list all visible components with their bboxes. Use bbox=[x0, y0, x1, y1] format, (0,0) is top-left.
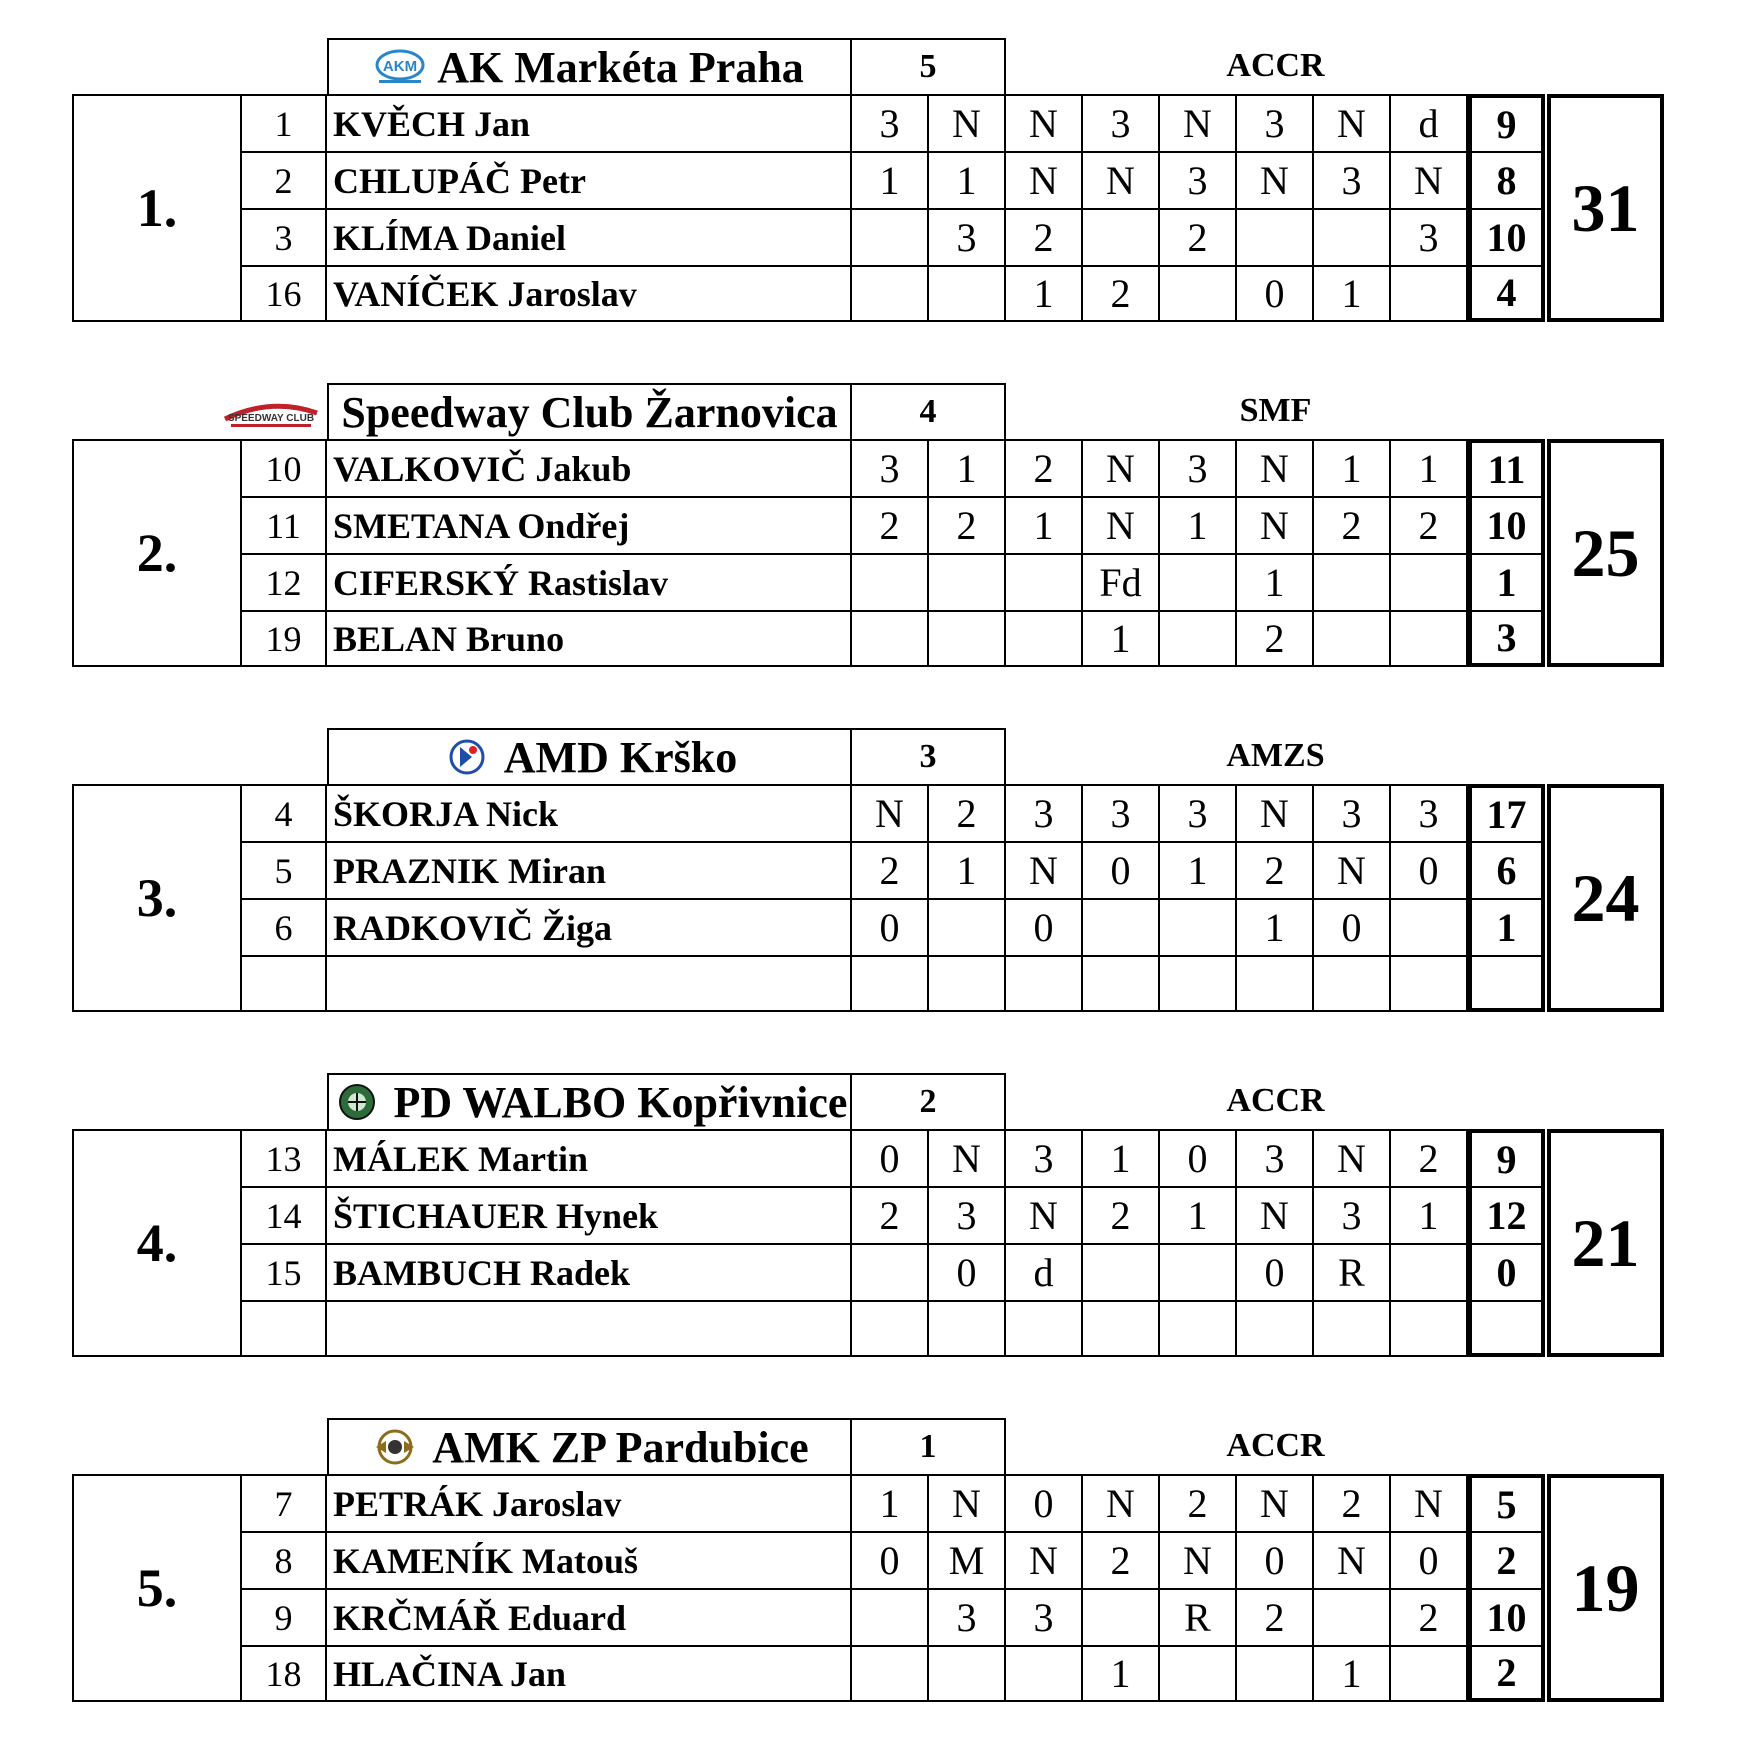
heat-score bbox=[852, 208, 929, 265]
rider-number: 13 bbox=[242, 1129, 327, 1186]
team-seed: 1 bbox=[852, 1418, 1006, 1474]
rider-total bbox=[1468, 1300, 1545, 1357]
rider-number: 15 bbox=[242, 1243, 327, 1300]
team-total: 19 bbox=[1547, 1474, 1664, 1702]
rider-name: KVĚCH Jan bbox=[327, 94, 852, 151]
team-name bbox=[327, 1418, 852, 1474]
heat-score: N bbox=[1006, 151, 1083, 208]
rider-number: 12 bbox=[242, 553, 327, 610]
heat-score bbox=[1237, 1300, 1314, 1357]
team-seed: 5 bbox=[852, 38, 1006, 94]
heat-score bbox=[1314, 1588, 1391, 1645]
heat-score: 1 bbox=[929, 151, 1006, 208]
heat-score bbox=[852, 1243, 929, 1300]
heat-score: 3 bbox=[1006, 784, 1083, 841]
heat-score: 0 bbox=[1237, 265, 1314, 322]
heat-score: N bbox=[1160, 94, 1237, 151]
akm-logo bbox=[375, 47, 425, 87]
heat-score: 1 bbox=[1391, 1186, 1468, 1243]
rider-total bbox=[1468, 955, 1545, 1012]
heat-score bbox=[929, 553, 1006, 610]
heat-score: 3 bbox=[1391, 208, 1468, 265]
rider-total: 11 bbox=[1468, 439, 1545, 496]
heat-score bbox=[929, 898, 1006, 955]
heat-score: N bbox=[1237, 439, 1314, 496]
heat-score bbox=[852, 610, 929, 667]
team-federation: AMZS bbox=[1226, 737, 1325, 774]
heat-score: 0 bbox=[1006, 898, 1083, 955]
heat-score bbox=[1160, 955, 1237, 1012]
heat-score: 2 bbox=[929, 784, 1006, 841]
heat-score: 1 bbox=[1083, 1129, 1160, 1186]
place-label: 4. bbox=[72, 1129, 242, 1357]
heat-score: 1 bbox=[1314, 439, 1391, 496]
heat-score: N bbox=[929, 1129, 1006, 1186]
heat-score: N bbox=[1083, 151, 1160, 208]
rider-total: 4 bbox=[1468, 265, 1545, 322]
heat-score bbox=[929, 955, 1006, 1012]
heat-score bbox=[1083, 1300, 1160, 1357]
heat-score bbox=[1006, 610, 1083, 667]
svg-text:SPEEDWAY CLUB: SPEEDWAY CLUB bbox=[227, 413, 315, 424]
heat-score: 0 bbox=[1160, 1129, 1237, 1186]
speedway-club-logo bbox=[222, 391, 321, 431]
rider-number: 4 bbox=[242, 784, 327, 841]
team-seed: 4 bbox=[852, 383, 1006, 439]
heat-score: 1 bbox=[1083, 610, 1160, 667]
heat-score bbox=[852, 1588, 929, 1645]
heat-score: N bbox=[1006, 841, 1083, 898]
team-name-text: PD WALBO Kopřivnice bbox=[393, 1077, 848, 1127]
place-label: 1. bbox=[72, 94, 242, 322]
heat-score: 0 bbox=[1006, 1474, 1083, 1531]
heat-score: N bbox=[1237, 1474, 1314, 1531]
heat-score bbox=[852, 1645, 929, 1702]
team-logo-outer bbox=[222, 391, 332, 431]
rider-total: 10 bbox=[1468, 1588, 1545, 1645]
heat-score: N bbox=[852, 784, 929, 841]
heat-score: 1 bbox=[1006, 265, 1083, 322]
heat-score: 1 bbox=[1391, 439, 1468, 496]
place-label: 3. bbox=[72, 784, 242, 1012]
heat-score: 2 bbox=[1160, 208, 1237, 265]
team-seed: 2 bbox=[852, 1073, 1006, 1129]
heat-score bbox=[1314, 1300, 1391, 1357]
heat-score bbox=[1160, 1645, 1237, 1702]
heat-score bbox=[1006, 955, 1083, 1012]
heat-score: 2 bbox=[1391, 1129, 1468, 1186]
rider-number: 8 bbox=[242, 1531, 327, 1588]
heat-score bbox=[1083, 1588, 1160, 1645]
heat-score bbox=[1160, 553, 1237, 610]
heat-score bbox=[1314, 553, 1391, 610]
heat-score bbox=[1391, 898, 1468, 955]
rider-name bbox=[327, 1300, 852, 1357]
rider-number: 14 bbox=[242, 1186, 327, 1243]
rider-total: 8 bbox=[1468, 151, 1545, 208]
heat-score: 2 bbox=[1160, 1474, 1237, 1531]
rider-name: KAMENÍK Matouš bbox=[327, 1531, 852, 1588]
team-name-text: Speedway Club Žarnovica bbox=[341, 387, 838, 437]
heat-score: N bbox=[1237, 496, 1314, 553]
rider-name: CHLUPÁČ Petr bbox=[327, 151, 852, 208]
heat-score: 3 bbox=[929, 1186, 1006, 1243]
heat-score bbox=[1083, 898, 1160, 955]
heat-score bbox=[1237, 208, 1314, 265]
heat-score bbox=[1083, 955, 1160, 1012]
rider-number: 2 bbox=[242, 151, 327, 208]
heat-score: N bbox=[1083, 496, 1160, 553]
heat-score bbox=[1160, 610, 1237, 667]
team-total: 31 bbox=[1547, 94, 1664, 322]
heat-score bbox=[1391, 553, 1468, 610]
heat-score: 1 bbox=[852, 1474, 929, 1531]
heat-score bbox=[1314, 610, 1391, 667]
heat-score: 0 bbox=[1083, 841, 1160, 898]
heat-score: 1 bbox=[1314, 265, 1391, 322]
team-name-text: AMK ZP Pardubice bbox=[432, 1422, 809, 1472]
heat-score bbox=[1083, 208, 1160, 265]
heat-score: Fd bbox=[1083, 553, 1160, 610]
team-name-text: AK Markéta Praha bbox=[437, 42, 804, 92]
heat-score: 2 bbox=[1006, 208, 1083, 265]
rider-total: 5 bbox=[1468, 1474, 1545, 1531]
heat-score: 2 bbox=[929, 496, 1006, 553]
heat-score: 0 bbox=[1237, 1531, 1314, 1588]
heat-score: 1 bbox=[852, 151, 929, 208]
heat-score: 2 bbox=[1083, 1531, 1160, 1588]
heat-score: 3 bbox=[929, 208, 1006, 265]
heat-score bbox=[852, 955, 929, 1012]
rider-total: 10 bbox=[1468, 496, 1545, 553]
heat-score bbox=[1237, 955, 1314, 1012]
heat-score: N bbox=[1006, 94, 1083, 151]
svg-text:AKM: AKM bbox=[383, 58, 418, 75]
heat-score bbox=[1160, 1300, 1237, 1357]
heat-score: N bbox=[1160, 1531, 1237, 1588]
heat-score: N bbox=[1391, 1474, 1468, 1531]
rider-name: KLÍMA Daniel bbox=[327, 208, 852, 265]
rider-name: KRČMÁŘ Eduard bbox=[327, 1588, 852, 1645]
heat-score bbox=[1314, 208, 1391, 265]
heat-score: 2 bbox=[852, 1186, 929, 1243]
rider-number: 1 bbox=[242, 94, 327, 151]
heat-score bbox=[1160, 265, 1237, 322]
rider-number: 7 bbox=[242, 1474, 327, 1531]
rider-name: PETRÁK Jaroslav bbox=[327, 1474, 852, 1531]
rider-number: 18 bbox=[242, 1645, 327, 1702]
heat-score: N bbox=[1237, 1186, 1314, 1243]
rider-total: 10 bbox=[1468, 208, 1545, 265]
heat-score: 0 bbox=[1391, 841, 1468, 898]
heat-score: 0 bbox=[852, 1129, 929, 1186]
heat-score bbox=[852, 553, 929, 610]
amd-krsko-logo bbox=[442, 737, 492, 777]
team-federation: ACCR bbox=[1226, 1427, 1325, 1464]
rider-name: BAMBUCH Radek bbox=[327, 1243, 852, 1300]
rider-total: 2 bbox=[1468, 1531, 1545, 1588]
heat-score: 3 bbox=[1006, 1588, 1083, 1645]
heat-score: 0 bbox=[1237, 1243, 1314, 1300]
rider-number bbox=[242, 955, 327, 1012]
heat-score: 2 bbox=[1006, 439, 1083, 496]
place-label: 2. bbox=[72, 439, 242, 667]
heat-score: 3 bbox=[1160, 439, 1237, 496]
heat-score: 3 bbox=[852, 94, 929, 151]
rider-total: 0 bbox=[1468, 1243, 1545, 1300]
rider-total: 12 bbox=[1468, 1186, 1545, 1243]
heat-score: N bbox=[929, 1474, 1006, 1531]
heat-score: 2 bbox=[1083, 1186, 1160, 1243]
heat-score: 0 bbox=[852, 1531, 929, 1588]
heat-score: N bbox=[1237, 151, 1314, 208]
heat-score: 3 bbox=[1083, 94, 1160, 151]
heat-score: 3 bbox=[1314, 1186, 1391, 1243]
heat-score: 1 bbox=[929, 439, 1006, 496]
rider-total: 9 bbox=[1468, 94, 1545, 151]
heat-score: 2 bbox=[1391, 496, 1468, 553]
heat-score bbox=[1391, 955, 1468, 1012]
team-name bbox=[327, 38, 852, 94]
heat-score: 0 bbox=[929, 1243, 1006, 1300]
heat-score: N bbox=[1237, 784, 1314, 841]
heat-score: 2 bbox=[1314, 496, 1391, 553]
rider-name: RADKOVIČ Žiga bbox=[327, 898, 852, 955]
rider-name bbox=[327, 955, 852, 1012]
rider-number: 11 bbox=[242, 496, 327, 553]
rider-number bbox=[242, 1300, 327, 1357]
rider-name: CIFERSKÝ Rastislav bbox=[327, 553, 852, 610]
heat-score: N bbox=[1314, 841, 1391, 898]
heat-score: 2 bbox=[1237, 841, 1314, 898]
heat-score: N bbox=[929, 94, 1006, 151]
heat-score: 2 bbox=[1083, 265, 1160, 322]
team-total: 24 bbox=[1547, 784, 1664, 1012]
heat-score: 0 bbox=[1314, 898, 1391, 955]
heat-score: N bbox=[1314, 1129, 1391, 1186]
heat-score: 3 bbox=[1314, 784, 1391, 841]
heat-score bbox=[929, 265, 1006, 322]
heat-score: R bbox=[1160, 1588, 1237, 1645]
rider-name: VANÍČEK Jaroslav bbox=[327, 265, 852, 322]
heat-score bbox=[929, 610, 1006, 667]
team-name-text: AMD Krško bbox=[503, 732, 738, 782]
walbo-logo bbox=[332, 1082, 382, 1122]
place-label: 5. bbox=[72, 1474, 242, 1702]
heat-score: 2 bbox=[1237, 1588, 1314, 1645]
team-total: 21 bbox=[1547, 1129, 1664, 1357]
rider-name: ŠKORJA Nick bbox=[327, 784, 852, 841]
heat-score bbox=[852, 1300, 929, 1357]
heat-score: 0 bbox=[852, 898, 929, 955]
heat-score bbox=[929, 1645, 1006, 1702]
heat-score bbox=[1006, 1300, 1083, 1357]
heat-score: N bbox=[1083, 1474, 1160, 1531]
rider-total: 1 bbox=[1468, 553, 1545, 610]
rider-number: 9 bbox=[242, 1588, 327, 1645]
heat-score bbox=[1237, 1645, 1314, 1702]
heat-score: 3 bbox=[1237, 94, 1314, 151]
rider-number: 16 bbox=[242, 265, 327, 322]
heat-score: 1 bbox=[1083, 1645, 1160, 1702]
team-federation: SMF bbox=[1239, 392, 1312, 429]
rider-number: 10 bbox=[242, 439, 327, 496]
heat-score: 2 bbox=[852, 496, 929, 553]
team-seed: 3 bbox=[852, 728, 1006, 784]
heat-score: N bbox=[1006, 1186, 1083, 1243]
team-name bbox=[327, 383, 852, 439]
heat-score: N bbox=[1083, 439, 1160, 496]
heat-score: 3 bbox=[1391, 784, 1468, 841]
rider-total: 1 bbox=[1468, 898, 1545, 955]
rider-total: 3 bbox=[1468, 610, 1545, 667]
heat-score: 3 bbox=[1314, 151, 1391, 208]
heat-score bbox=[1160, 1243, 1237, 1300]
heat-score bbox=[852, 265, 929, 322]
rider-number: 6 bbox=[242, 898, 327, 955]
rider-number: 5 bbox=[242, 841, 327, 898]
heat-score: 1 bbox=[929, 841, 1006, 898]
heat-score: 1 bbox=[1006, 496, 1083, 553]
heat-score: 1 bbox=[1237, 553, 1314, 610]
team-total: 25 bbox=[1547, 439, 1664, 667]
heat-score: 2 bbox=[1314, 1474, 1391, 1531]
heat-score: N bbox=[1006, 1531, 1083, 1588]
rider-total: 9 bbox=[1468, 1129, 1545, 1186]
heat-score: 1 bbox=[1314, 1645, 1391, 1702]
heat-score bbox=[1083, 1243, 1160, 1300]
heat-score: 0 bbox=[1391, 1531, 1468, 1588]
rider-number: 19 bbox=[242, 610, 327, 667]
rider-total: 17 bbox=[1468, 784, 1545, 841]
heat-score: d bbox=[1006, 1243, 1083, 1300]
rider-name: PRAZNIK Miran bbox=[327, 841, 852, 898]
heat-score: 1 bbox=[1160, 1186, 1237, 1243]
heat-score: N bbox=[1391, 151, 1468, 208]
heat-score: 1 bbox=[1237, 898, 1314, 955]
rider-name: BELAN Bruno bbox=[327, 610, 852, 667]
team-federation: ACCR bbox=[1226, 47, 1325, 84]
heat-score: d bbox=[1391, 94, 1468, 151]
heat-score: M bbox=[929, 1531, 1006, 1588]
rider-name: SMETANA Ondřej bbox=[327, 496, 852, 553]
heat-score: 1 bbox=[1160, 841, 1237, 898]
rider-number: 3 bbox=[242, 208, 327, 265]
heat-score bbox=[1160, 898, 1237, 955]
heat-score bbox=[1006, 553, 1083, 610]
heat-score bbox=[1391, 1300, 1468, 1357]
heat-score: 3 bbox=[1160, 784, 1237, 841]
heat-score bbox=[929, 1300, 1006, 1357]
rider-name: MÁLEK Martin bbox=[327, 1129, 852, 1186]
heat-score: 2 bbox=[1237, 610, 1314, 667]
heat-score bbox=[1391, 1243, 1468, 1300]
heat-score bbox=[1006, 1645, 1083, 1702]
amk-pardubice-logo bbox=[370, 1427, 420, 1467]
rider-name: ŠTICHAUER Hynek bbox=[327, 1186, 852, 1243]
rider-total: 6 bbox=[1468, 841, 1545, 898]
heat-score: 3 bbox=[1237, 1129, 1314, 1186]
heat-score: 3 bbox=[852, 439, 929, 496]
rider-name: VALKOVIČ Jakub bbox=[327, 439, 852, 496]
heat-score: 2 bbox=[852, 841, 929, 898]
heat-score bbox=[1314, 955, 1391, 1012]
heat-score: 3 bbox=[929, 1588, 1006, 1645]
heat-score bbox=[1391, 265, 1468, 322]
rider-name: HLAČINA Jan bbox=[327, 1645, 852, 1702]
heat-score: N bbox=[1314, 94, 1391, 151]
heat-score: 3 bbox=[1083, 784, 1160, 841]
heat-score: 3 bbox=[1006, 1129, 1083, 1186]
team-name bbox=[327, 728, 852, 784]
heat-score: 2 bbox=[1391, 1588, 1468, 1645]
heat-score bbox=[1391, 610, 1468, 667]
rider-total: 2 bbox=[1468, 1645, 1545, 1702]
team-federation: ACCR bbox=[1226, 1082, 1325, 1119]
heat-score: N bbox=[1314, 1531, 1391, 1588]
team-name bbox=[327, 1073, 852, 1129]
heat-score: R bbox=[1314, 1243, 1391, 1300]
heat-score: 1 bbox=[1160, 496, 1237, 553]
heat-score: 3 bbox=[1160, 151, 1237, 208]
heat-score bbox=[1391, 1645, 1468, 1702]
